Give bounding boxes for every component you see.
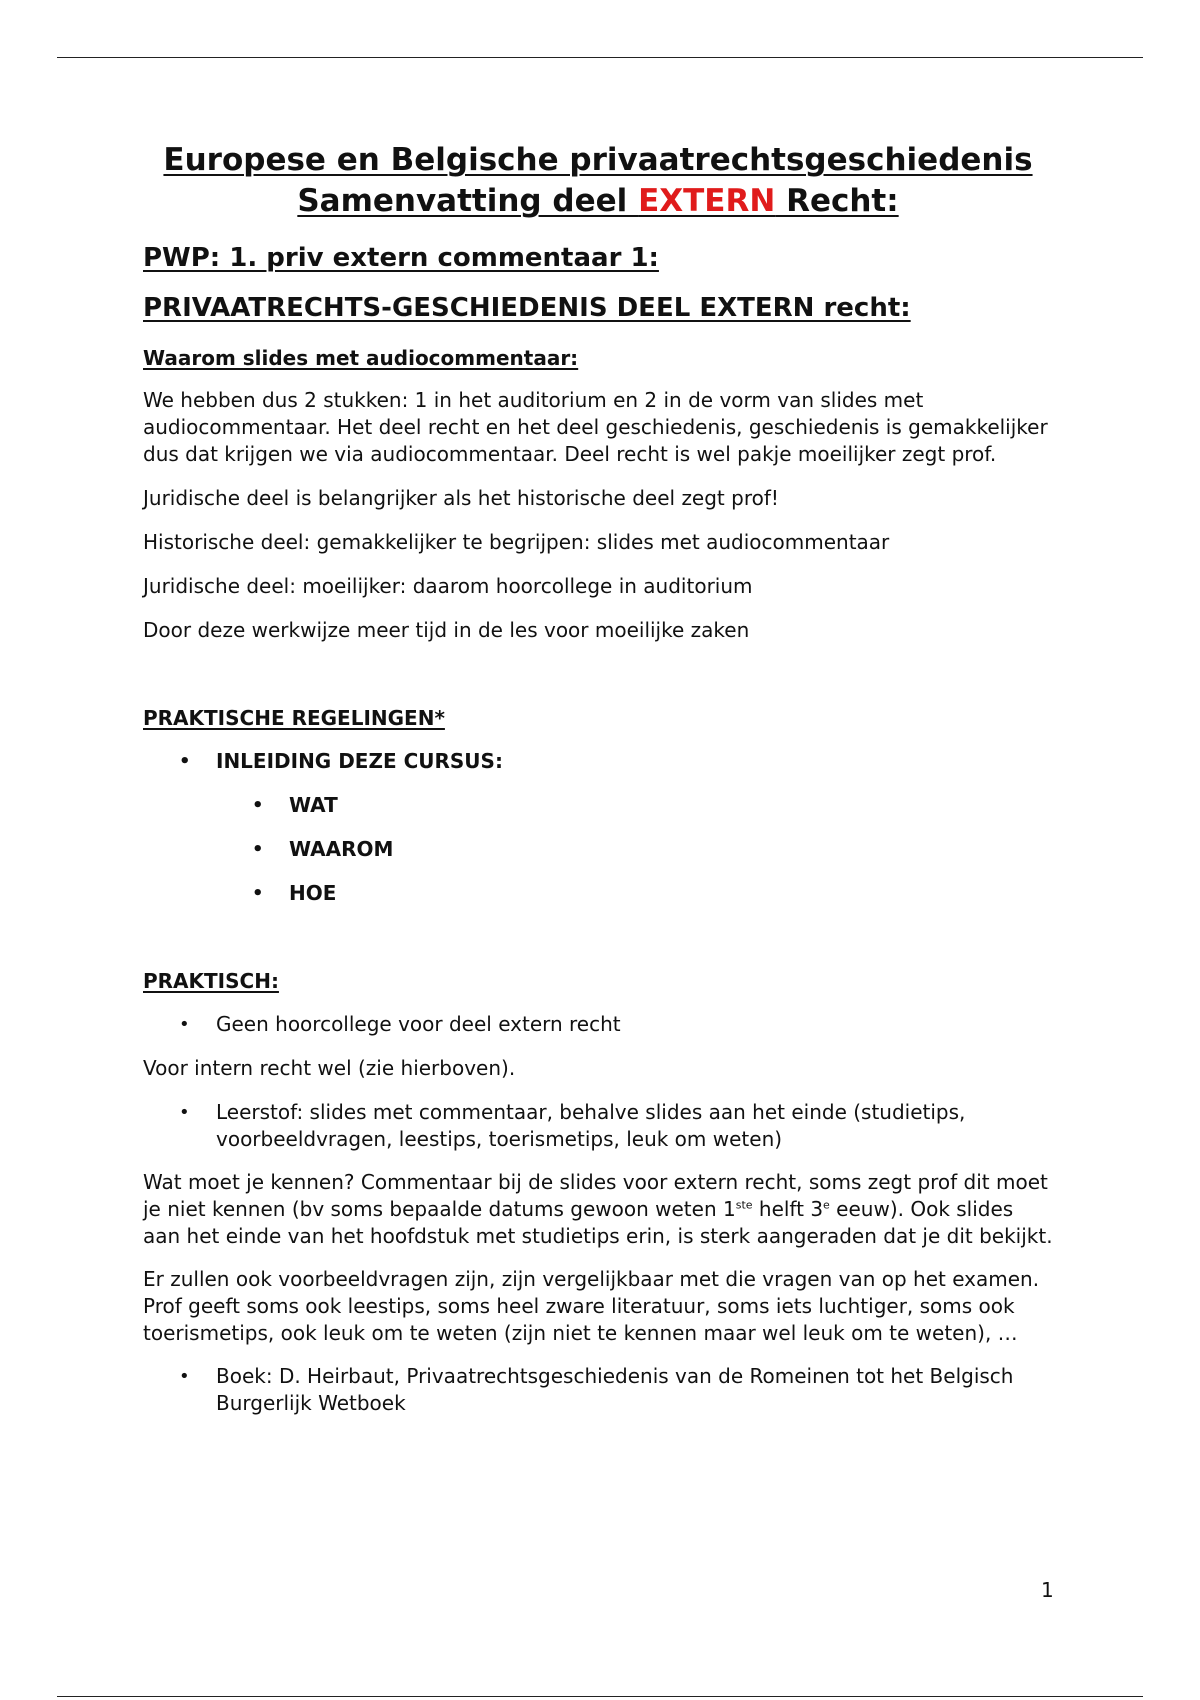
superscript-ste: ste: [735, 1198, 753, 1212]
document-page: [143, 140, 1053, 1417]
paragraph-juridisch-moeilijker: Juridische deel: moeilijker: daarom hoorcollege in auditorium: [143, 574, 753, 598]
title-extern-highlight: EXTERN: [638, 183, 776, 219]
title-line-2-suffix: Recht:: [775, 183, 899, 219]
paragraph-juridisch-belangrijker: Juridische deel is belangrijker als het historische deel zegt prof!: [143, 486, 779, 510]
list-item-inleiding: • INLEIDING DEZE CURSUS:: [179, 749, 503, 773]
praktisch-list-3: [143, 1363, 1053, 1417]
bullet-icon: •: [179, 751, 191, 772]
bullet-icon: •: [179, 1014, 190, 1035]
list-item-leerstof: • Leerstof: slides met commentaar, behalve slides aan het einde (studietips, voorbeeldvragen, leestips, toerismetips, leuk om weten): [179, 1100, 966, 1151]
bullet-icon: •: [179, 1102, 190, 1123]
list-item-hoe: • HOE: [252, 881, 337, 905]
heading-privaatrechts: PRIVAATRECHTS-GESCHIEDENIS DEEL EXTERN recht:: [143, 293, 911, 323]
heading-pwp: PWP: 1. priv extern commentaar 1:: [143, 243, 659, 273]
heading-praktisch: PRAKTISCH:: [143, 969, 279, 993]
title-line-2-prefix: Samenvatting deel: [297, 183, 639, 219]
paragraph-intern-recht: Voor intern recht wel (zie hierboven).: [143, 1056, 516, 1080]
header-rule: [57, 57, 1143, 58]
list-item-geen-hoorcollege: • Geen hoorcollege voor deel extern recht: [179, 1012, 621, 1036]
bullet-icon: •: [252, 795, 264, 816]
bullet-icon: •: [179, 1366, 190, 1387]
footer-rule: [57, 1696, 1143, 1697]
superscript-e: e: [823, 1198, 830, 1212]
list-item-boek: • Boek: D. Heirbaut, Privaatrechtsgeschiedenis van de Romeinen tot het Belgisch Burgerlijk Wetboek: [179, 1364, 1014, 1415]
heading-waarom: Waarom slides met audiocommentaar:: [143, 346, 579, 370]
regelingen-list: [143, 748, 1053, 907]
document-title: [143, 140, 1053, 222]
paragraph-werkwijze: Door deze werkwijze meer tijd in de les voor moeilijke zaken: [143, 618, 750, 642]
paragraph-stukken: We hebben dus 2 stukken: 1 in het auditorium en 2 in de vorm van slides met audiocommentaar. Het deel recht en het deel geschiedenis, geschiedenis is gemakkelijker dus dat krijgen we via audiocommentaar. Deel recht is wel pakje moeilijker zegt prof.: [143, 388, 1048, 466]
title-line-1: Europese en Belgische privaatrechtsgeschiedenis: [163, 142, 1033, 178]
paragraph-voorbeeldvragen: Er zullen ook voorbeeldvragen zijn, zijn vergelijkbaar met die vragen van op het examen. Prof geeft soms ook leestips, soms heel zware literatuur, soms iets luchtiger, soms ook toerismetips, ook leuk om te weten (zijn niet te kennen maar wel leuk om te weten), …: [143, 1267, 1040, 1345]
bullet-icon: •: [252, 839, 264, 860]
praktisch-list-2: [143, 1099, 1053, 1153]
list-item-waarom: • WAAROM: [252, 837, 394, 861]
paragraph-wat-moet-je-kennen: Wat moet je kennen? Commentaar bij de slides voor extern recht, soms zegt prof dit moet je niet kennen (bv soms bepaalde datums gewoon weten 1ste helft 3e eeuw). Ook slides aan het einde van het hoofdstuk met studietips erin, is sterk aangeraden dat je dit bekijkt.: [143, 1170, 1053, 1248]
paragraph-historisch: Historische deel: gemakkelijker te begrijpen: slides met audiocommentaar: [143, 530, 890, 554]
list-item-wat: • WAT: [252, 793, 338, 817]
title-line-2: [297, 183, 898, 219]
praktisch-list-1: [143, 1011, 1053, 1038]
bullet-icon: •: [252, 883, 264, 904]
heading-praktische-regelingen: PRAKTISCHE REGELINGEN*: [143, 706, 445, 730]
page-number: 1: [1041, 1578, 1054, 1602]
